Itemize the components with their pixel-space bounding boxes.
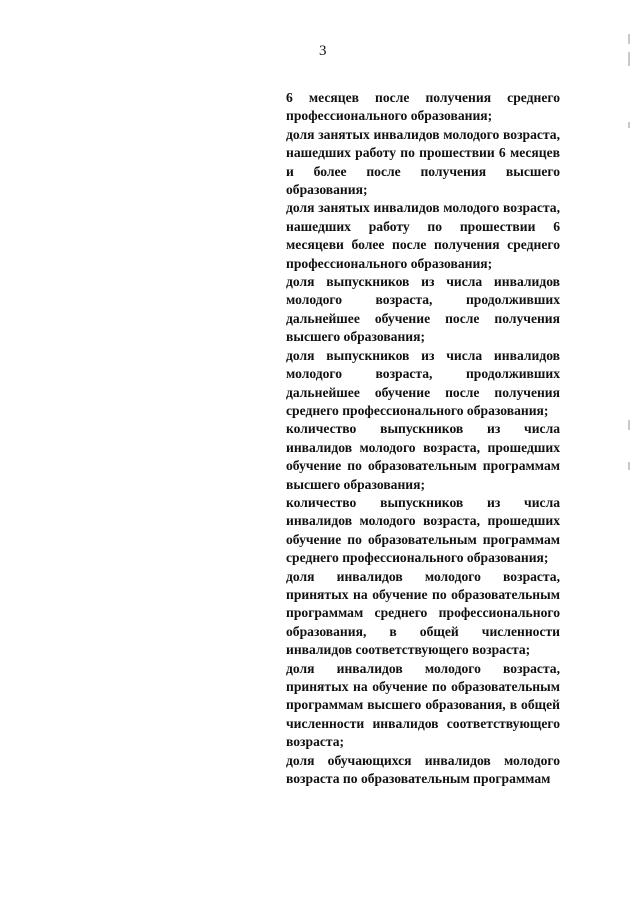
page-number: 3 (319, 43, 327, 59)
paragraph-4: доля выпускников из числа инвалидов молодого возраста, продолживших дальнейшее обучение после получения высшего образования; (286, 274, 560, 345)
paragraph-2: доля занятых инвалидов молодого возраста, нашедших работу по прошествии 6 месяцев и более после получения высшего образования; (286, 126, 560, 198)
scan-edge-mark (628, 420, 630, 430)
paragraph-3: доля занятых инвалидов молодого возраста, нашедших работу по прошествии 6 месяцеви более после получения среднего профессионального образования; (286, 200, 560, 271)
paragraph-9: доля инвалидов молодого возраста, принятых на обучение по образовательным программам высшего образования, в общей численности инвалидов соответствующего возраста; (286, 660, 560, 750)
paragraph-1: 6 месяцев после получения среднего профессионального образования; (286, 90, 560, 124)
scan-edge-mark (628, 52, 630, 66)
scan-edge-mark (628, 122, 630, 128)
paragraph-5: доля выпускников из числа инвалидов молодого возраста, продолживших дальнейшее обучение после получения среднего профессионального образования; (286, 347, 560, 418)
scan-edge-mark (628, 34, 630, 44)
paragraph-7: количество выпускников из числа инвалидов молодого возраста, прошедших обучение по образовательным программам среднего профессионального образования; (286, 494, 560, 566)
paragraph-8: доля инвалидов молодого возраста, принятых на обучение по образовательным программам среднего профессионального образования, в общей численности инвалидов соответствующего возраста; (286, 568, 560, 658)
paragraph-10: доля обучающихся инвалидов молодого возраста по образовательным программам (286, 752, 560, 787)
scan-edge-mark (628, 462, 630, 470)
paragraph-6: количество выпускников из числа инвалидов молодого возраста, прошедших обучение по образовательным программам высшего образования; (286, 421, 560, 492)
body-text (286, 89, 560, 788)
